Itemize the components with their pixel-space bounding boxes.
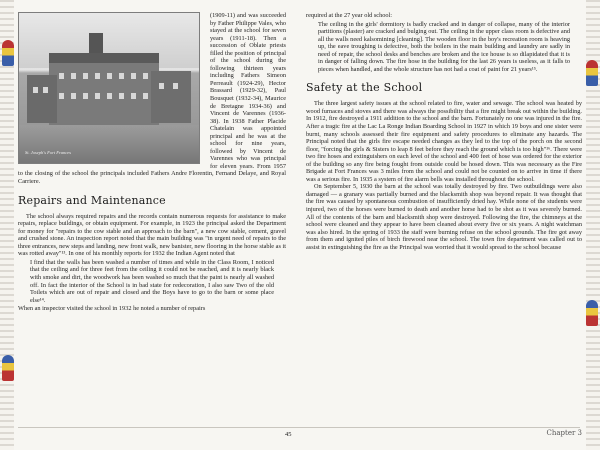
paragraph: When an inspector visited the school in 1932 he noted a number of repairs (18, 305, 206, 313)
intro-paragraph: (1909-11) and was succeeded by Father Philippe Vales, who stayed at the school for seven years (1911-18). Then a succession of Oblate priests filled the position of principal of the school during the following thirteen years including Fathers Simeon Perreault (1924-29), Hector Brassard (1929-32), Paul Bousquet (1932-34), Maurice de Bretagne 1934-36) and Vincent de Varennes (1936-38). In 1938 Father Placide Chatelain was appointed principal and he was at the school for nine years, followed by Vincent de Varennes who was principal for eleven years. From 1957 to the closing of the school the principals included Fathers Andre Florentin, Fernand Delaye, and Royal Carriere. (18, 12, 286, 186)
left-decorative-border (0, 0, 14, 450)
page-number: 45 (285, 431, 292, 438)
feather-ornament-icon (2, 355, 14, 381)
school-photo (18, 12, 200, 164)
feather-ornament-icon (2, 40, 14, 66)
photo-caption: St. Joseph's Fort Frances (25, 150, 71, 156)
paragraph: On September 5, 1930 the barn at the school was totally destroyed by fire. Two outbuildings were also damaged — a granary was partially burned and the blacksmith shop was beyond repair. It was thought that the fire was caused by spontaneous combustion of insufficiently dried hay. While none of the students were injured, two of the horses were burned to death and another horse had to be shot as it was severely burned. All of the contents of the barn and blacksmith shop were destroyed. Following the fire, the chimneys at the school were cleaned and they appear to have been cleaned about every five or six years. A night watchman was also hired. In the spring of 1933 the staff were burning refuse on the school grounds. The fire got away from them and ignited piles of birch firewood near the school. The town fire department was called out to assist in extinguishing the fire as the Principal was worried that it would spread to the school because (306, 183, 582, 251)
paragraph: The school always required repairs and the records contain numerous requests for assistance to make repairs, replace buildings, or obtain equipment. For example, in 1923 the principal asked the Department for money for "repairs to the cow stable and an approach to the barn", a new cow stable, cement, gravel and crushed stone. An inspection report noted that the main building was "in urgent need of repairs to the three entrances, new steps and landing, new front walk, new banister, new flooring in the horse stable as it was rotted away"¹³. In one of his monthly reports for 1932 the Indian Agent noted that (18, 212, 286, 258)
feather-ornament-icon (586, 300, 598, 326)
block-quote (30, 259, 274, 304)
quote-text: The ceiling in the girls' dormitory is badly cracked and in danger of collapse, many of the interior partitions (plaster) are cracked and bulging out. The ceiling in the upper class room is defective and all the walls need kalsomining [cleaning]. The wooden floor in the boy's recreation room is heaving up, the eave troughing is defective, both the boilers in the main building and laundry are sadly in need of repair, the school desks and benches are broken and the ice house is so dilapidated that it is in danger of falling down. The fire hose in the building for the last 26 years is useless, as it falls to pieces when handled, and the whole structure has not had a coat of paint for 21 years¹⁵. (318, 20, 570, 73)
paragraph: required at the 27 year old school: (306, 12, 393, 19)
block-quote (318, 21, 570, 74)
left-column (18, 12, 286, 313)
paragraph: The three largest safety issues at the school related to fire, water and sewage. The school was heated by wood furnaces and stoves and there was always the possibility that a fire might break out within the building. In 1912, fire destroyed a 1911 addition to the school and the barn. Fortunately no one was injured in the fire. After a tragic fire at the Lac La Ronge Indian Boarding School in 1927 in which 19 boys and one sister were burnt, many schools assessed their fire equipment and safety procedures to eliminate any hazards. The Principal noted that the girls fire escape needed changes as they led to the top of the porch on the second floor, "forcing the girls & Sisters to leap 8 feet before they reach the ground which is too high"¹⁶. There were two fire hoses and extinguishers on each level of the school and 400 feet of hose was ordered for the exterior of the building so any fire being fought from outside could be hosed down. This was necessary as the Fire Brigade at Fort Frances was 3 miles from the school and could not be counted on to arrive in time if there was a serious fire. In 1935 a system of fire alarm bells was installed throughout the school. (306, 100, 582, 183)
chapter-label: Chapter 3 (546, 429, 582, 437)
section-heading-repairs: Repairs and Maintenance (18, 193, 166, 207)
footer-rule (18, 427, 580, 428)
right-column (306, 12, 582, 251)
feather-ornament-icon (586, 60, 598, 86)
section-heading-safety: Safety at the School (306, 81, 423, 95)
quote-text: I find that the walls has been washed a number of times and while in the Class Room, I noticed that the ceiling and for three feet from the ceiling it could not be reached, and it is nearly black with smoke and dirt, the woodwork has been washed so much that the paint is nearly all washed off. In fact the interior of the School is in bad state for redecoration, I also saw Two of the old Toilets which are out of repair and closed and the Boys have to go to the barn or some place else¹⁴. (30, 258, 274, 304)
